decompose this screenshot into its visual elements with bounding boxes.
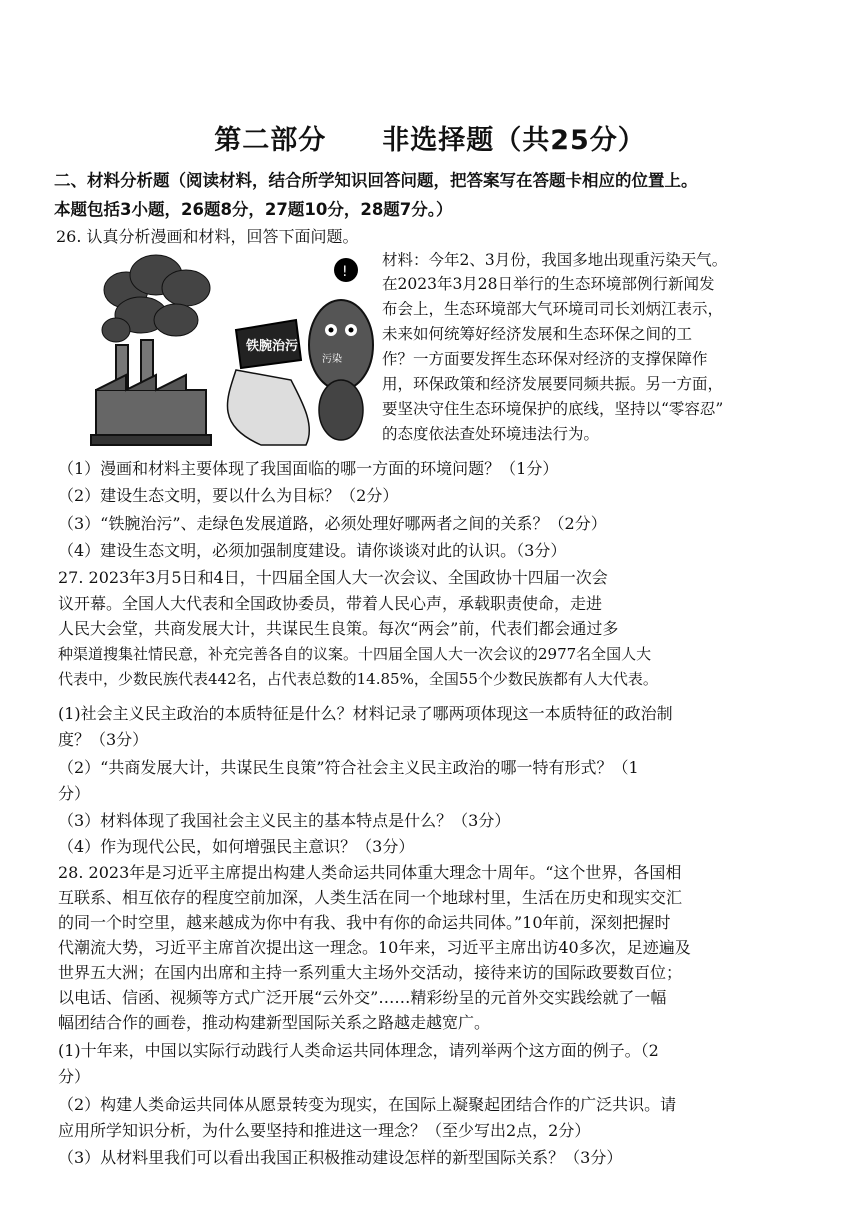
q27-question-3: （3）材料体现了我国社会主义民主的基本特点是什么？（3分） bbox=[58, 811, 511, 830]
q26-stem: 26. 认真分析漫画和材料，回答下面问题。 bbox=[56, 227, 359, 246]
q27-question-1-line-2: 度？（3分） bbox=[58, 730, 149, 749]
q28-question-3: （3）从材料里我们可以看出我国正积极推动建设怎样的新型国际关系？（3分） bbox=[58, 1148, 623, 1167]
q28-material-line-3: 的同一个时空里，越来越成为你中有我、我中有你的命运共同体。”10年前，深刻把握时 bbox=[58, 913, 671, 932]
q26-material-line-2: 在2023年3月28日举行的生态环境部例行新闻发 bbox=[382, 275, 715, 293]
q27-material-line-1: 27. 2023年3月5日和4日，十四届全国人大一次会议、全国政协十四届一次会 bbox=[58, 568, 608, 587]
smoke-cloud bbox=[102, 255, 210, 342]
q26-question-1: （1）漫画和材料主要体现了我国面临的哪一方面的环境问题？（1分） bbox=[58, 459, 559, 478]
q28-material-line-1: 28. 2023年是习近平主席提出构建人类命运共同体重大理念十周年。“这个世界，各国相 bbox=[58, 863, 682, 882]
q28-material-line-6: 以电话、信函、视频等方式广泛开展“云外交”……精彩纷呈的元首外交实践绘就了一幅 bbox=[58, 988, 667, 1007]
q27-material-line-5: 代表中，少数民族代表442名，占代表总数的14.85%，全国55个少数民族都有人大代表。 bbox=[58, 670, 658, 688]
q26-material-line-5: 作？一方面要发挥生态环保对经济的支撑保障作 bbox=[382, 350, 708, 368]
q26-material-line-7: 要坚决守住生态环境保护的底线，坚持以“零容忍” bbox=[382, 400, 724, 418]
q27-question-2-line-1: （2）“共商发展大计，共谋民生良策”符合社会主义民主政治的哪一特有形式？（1 bbox=[58, 758, 639, 777]
q27-question-2-line-2: 分） bbox=[58, 784, 91, 803]
iron-fist-sign-text: 铁腕治污 bbox=[246, 339, 299, 354]
q28-question-1-line-2: 分） bbox=[58, 1067, 91, 1086]
smog-monster-label: 污染 bbox=[322, 354, 342, 365]
q26-material-line-3: 布会上，生态环境部大气环境司司长刘炳江表示， bbox=[382, 300, 724, 318]
q26-material-line-6: 用，环保政策和经济发展要同频共振。另一方面， bbox=[382, 375, 724, 393]
q28-question-2-line-2: 应用所学知识分析，为什么要坚持和推进这一理念？（至少写出2点，2分） bbox=[58, 1121, 591, 1140]
q27-question-4: （4）作为现代公民，如何增强民主意识？（3分） bbox=[58, 837, 415, 856]
q27-material-line-4: 种渠道搜集社情民意，补充完善各自的议案。十四届全国人大一次会议的2977名全国人大 bbox=[58, 645, 652, 663]
q26-question-3: （3）“铁腕治污”、走绿色发展道路，必须处理好哪两者之间的关系？（2分） bbox=[58, 514, 607, 533]
section-title: 第二部分 非选择题（共25分） bbox=[214, 125, 646, 156]
q28-question-2-line-1: （2）构建人类命运共同体从愿景转变为现实，在国际上凝聚起团结合作的广泛共识。请 bbox=[58, 1095, 677, 1114]
iron-fist-icon bbox=[227, 320, 309, 445]
q28-question-1-line-1: (1)十年来，中国以实际行动践行人类命运共同体理念，请列举两个这方面的例子。（2 bbox=[58, 1041, 659, 1060]
pollution-cartoon bbox=[86, 250, 386, 450]
section-instructions-line-1: 二、材料分析题（阅读材料，结合所学知识回答问题，把答案写在答题卡相应的位置上。 bbox=[54, 171, 698, 190]
q26-material-line-1: 材料：今年2、3月份，我国多地出现重污染天气。 bbox=[382, 251, 728, 269]
section-instructions-line-2: 本题包括3小题，26题8分，27题10分，28题7分。） bbox=[54, 200, 453, 219]
q26-material-line-4: 未来如何统筹好经济发展和生态环保之间的工 bbox=[382, 325, 693, 343]
q28-material-line-4: 代潮流大势，习近平主席首次提出这一理念。10年来，习近平主席出访40多次，足迹遍及 bbox=[58, 938, 691, 957]
q28-material-line-2: 互联系、相互依存的程度空前加深，人类生活在同一个地球村里，生活在历史和现实交汇 bbox=[58, 888, 683, 907]
factory-icon bbox=[91, 340, 211, 445]
q27-question-1-line-1: (1)社会主义民主政治的本质特征是什么？材料记录了哪两项体现这一本质特征的政治制 bbox=[58, 704, 673, 723]
q26-question-2: （2）建设生态文明，要以什么为目标？（2分） bbox=[58, 486, 399, 505]
q26-question-4: （4）建设生态文明，必须加强制度建设。请你谈谈对此的认识。（3分） bbox=[58, 541, 567, 560]
svg-text:!: ! bbox=[342, 264, 348, 280]
q26-material-line-8: 的态度依法查处环境违法行为。 bbox=[382, 425, 600, 443]
q27-material-line-2: 议开幕。全国人大代表和全国政协委员，带着人民心声，承载职责使命，走进 bbox=[58, 594, 603, 613]
q28-material-line-5: 世界五大洲；在国内出席和主持一系列重大主场外交活动，接待来访的国际政要数百位； bbox=[58, 963, 683, 982]
q28-material-line-7: 幅团结合作的画卷，推动构建新型国际关系之路越走越宽广。 bbox=[58, 1013, 491, 1032]
q27-material-line-3: 人民大会堂，共商发展大计，共谋民生良策。每次“两会”前，代表们都会通过多 bbox=[58, 619, 619, 638]
smog-monster-icon bbox=[309, 258, 373, 440]
